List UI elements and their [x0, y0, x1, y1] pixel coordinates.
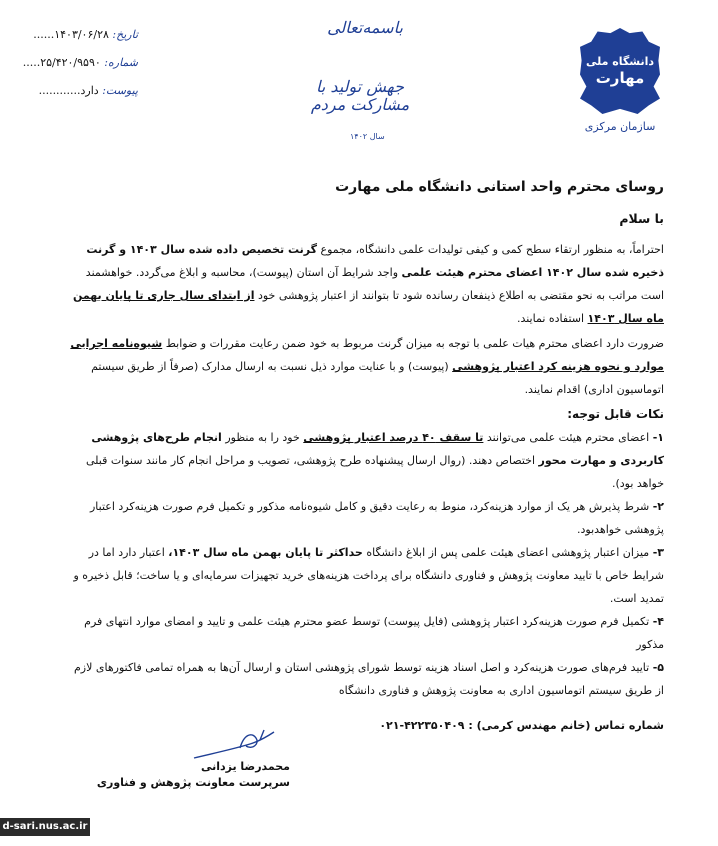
note-2-num: ۲-	[652, 500, 664, 513]
p1-f: استفاده نمایند.	[516, 312, 585, 325]
attachment-value: دارد............	[38, 84, 99, 97]
number-value: ۲۵/۴۲۰/۹۵۹۰.....	[22, 56, 101, 69]
note-1-b: تا سقف ۴۰ درصد اعتبار پژوهشی	[303, 431, 484, 444]
attachment-label: پیوست:	[102, 84, 138, 97]
motto-calligraphy: جهش تولید با مشارکت مردم	[310, 77, 410, 114]
number-line	[22, 56, 138, 84]
note-3-a: میزان اعتبار پژوهشی اعضای هیئت علمی پس از ابلاغ دانشگاه	[366, 546, 650, 559]
date-label: تاریخ:	[112, 28, 138, 41]
p2-b: شیوه‌نامه اجرایی موارد و نحوه هزینه کرد اعتبار پژوهشی	[70, 337, 664, 373]
attachment-line	[28, 84, 138, 112]
date-value: ۱۴۰۳/۰۶/۲۸......	[33, 28, 109, 41]
p1-e: از ابتدای سال جاری تا پایان بهمن ماه سال ۱۴۰۳	[72, 289, 664, 325]
number-label: شماره:	[104, 56, 138, 69]
note-1-num: ۱-	[652, 431, 664, 444]
p1-a: احتراماً، به منظور ارتقاء سطح کمی و کیفی تولیدات علمی دانشگاه، مجموع	[320, 243, 664, 256]
logo-text	[580, 54, 660, 86]
signatory-title: سرپرست معاونت پژوهش و فناوری	[96, 776, 290, 789]
note-1-c: خود را به منظور	[225, 431, 300, 444]
p1-b: گرنت تخصیص داده شده سال ۱۴۰۳ و گرنت ذخیره شده سال ۱۴۰۲ اعضای محترم هیئت علمی	[86, 243, 664, 279]
note-item	[64, 495, 664, 541]
university-logo	[580, 28, 660, 140]
logo-caption: سازمان مرکزی	[584, 120, 656, 133]
p2-c: (پیوست) و با عنایت موارد ذیل نسبت به ارسال مدارک (صرفاً از طریق سیستم اتوماسیون اداری) اقدام نمایند.	[91, 360, 664, 396]
note-5-num: ۵-	[652, 661, 664, 674]
bismillah-calligraphy: باسمه‌تعالی	[327, 18, 403, 37]
note-item	[64, 610, 664, 656]
paragraph-1	[64, 238, 664, 330]
date-line	[28, 28, 138, 56]
note-4-a: تکمیل فرم صورت هزینه‌کرد اعتبار پژوهشی (فایل پیوست) توسط عضو محترم هیئت علمی و تایید و امضای موارد انتهای فرم مذکور	[84, 615, 664, 651]
note-1-a: اعضای محترم هیئت علمی می‌توانند	[486, 431, 650, 444]
note-4-num: ۴-	[652, 615, 664, 628]
note-5-a: تایید فرم‌های صورت هزینه‌کرد و اصل اسناد هزینه توسط شورای پژوهشی استان و ارسال آن‌ها به همراه تمامی فاکتورهای لازم از طریق سیستم اتوماسیون اداری به معاونت پژوهش و فناوری دانشگاه	[74, 661, 664, 697]
contact-number: شماره تماس (خانم مهندس کرمی) : ۴۲۲۳۵۰۴۰۹-۰۲۱	[379, 719, 664, 732]
letter-meta	[22, 28, 138, 112]
signatory-name: محمدرضا یزدانی	[200, 760, 290, 773]
p1-d: خواهشمند است مراتب به نحو مقتضی به اطلاع ذینفعان رسانده شود تا بتوانند از اعتبار پژوهشی خود	[85, 266, 664, 302]
letter-body	[64, 170, 664, 737]
note-1-e: اختصاص دهند. (روال ارسال پیشنهاده طرح پژوهشی، تصویب و مراحل انجام کار مانند سنوات قبلی خواهد بود).	[85, 454, 664, 490]
notes-heading: نکات قابل توجه:	[567, 407, 664, 421]
note-item	[64, 656, 664, 702]
p1-c: واجد شرایط آن استان (پیوست)، محاسبه و ابلاغ می‌گردد.	[135, 266, 399, 279]
motto-year: سال ۱۴۰۲	[350, 132, 385, 141]
logo-text-line1: دانشگاه ملی	[585, 55, 655, 68]
note-3-c: اعتبار دارد اما در شرایط خاص با تایید معاونت پژوهش و فناوری دانشگاه برای پرداخت هزینه‌های خرید تجهیزات سرمایه‌ای و یا ساخت؛ قابل ذخیره و تمدید است.	[73, 546, 664, 605]
greeting: با سلام	[619, 211, 664, 226]
note-item	[64, 541, 664, 610]
note-3-num: ۳-	[652, 546, 664, 559]
note-2-a: شرط پذیرش هر یک از موارد هزینه‌کرد، منوط به رعایت دقیق و کامل شیوه‌نامه مذکور و تکمیل فرم صورت هزینه‌کرد اعتبار پژوهشی خواهد‌بود.	[89, 500, 664, 536]
note-item	[64, 426, 664, 495]
signature-scribble-icon	[190, 728, 280, 762]
site-watermark: d-sari.nus.ac.ir	[0, 818, 90, 836]
p2-a: ضرورت دارد اعضای محترم هیات علمی با توجه به میزان گرنت مربوط به خود ضمن رعایت مقررات و ضوابط	[165, 337, 664, 350]
note-3-b: حداکثر تا پایان بهمن ماه سال ۱۴۰۳،	[168, 546, 363, 559]
paragraph-2	[64, 332, 664, 401]
logo-text-line2: مهارت	[595, 69, 645, 87]
recipient-title: روسای محترم واحد استانی دانشگاه ملی مهارت	[335, 179, 664, 195]
note-1-d: انجام طرح‌های پژوهشی کاربردی و مهارت محور	[91, 431, 664, 467]
